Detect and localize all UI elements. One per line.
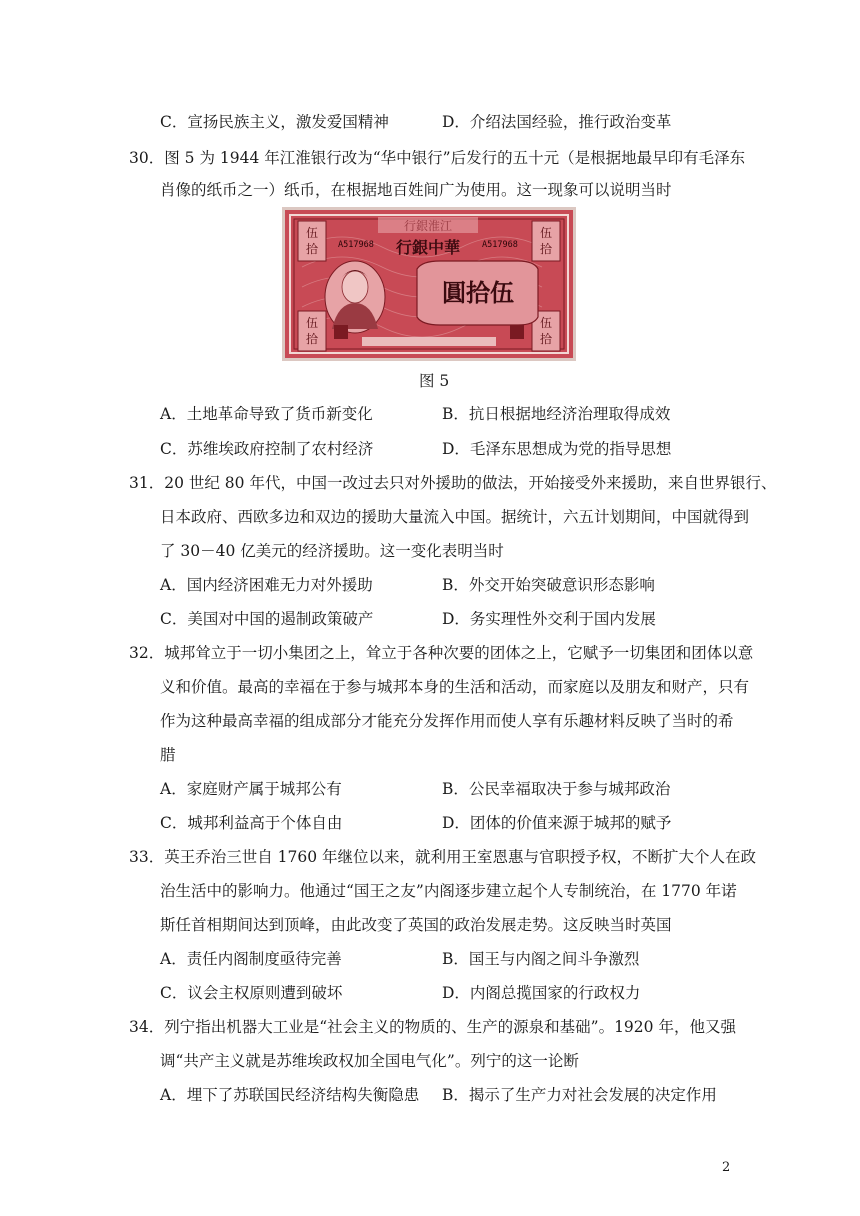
banknote-image <box>282 207 576 361</box>
q30-option-b: B．抗日根据地经济治理取得成效 <box>442 405 671 423</box>
corner-text-br-2: 拾 <box>539 332 553 346</box>
serial-right: A517968 <box>482 240 518 250</box>
q31-option-a: A．国内经济困难无力对外援助 <box>160 576 373 594</box>
q33-stem-line-2: 治生活中的影响力。他通过“国王之友”内阁逐步建立起个人专制统治，在 1770 年诺 <box>160 882 737 900</box>
q34-stem-line-2: 调“共产主义就是苏维埃政权加全国电气化”。列宁的这一论断 <box>160 1052 579 1070</box>
q31-stem-line-3: 了 30－40 亿美元的经济援助。这一变化表明当时 <box>160 542 504 560</box>
q33-option-b: B．国王与内阁之间斗争激烈 <box>442 950 640 968</box>
q33-option-d: D．内阁总揽国家的行政权力 <box>442 984 641 1002</box>
corner-text-br-1: 伍 <box>539 316 553 330</box>
corner-text-tl-1: 伍 <box>305 226 319 240</box>
q29-option-d: D．介绍法国经验，推行政治变革 <box>442 113 672 131</box>
corner-text-tr-1: 伍 <box>539 226 553 240</box>
banknote-svg <box>282 207 576 361</box>
q32-stem-line-4: 腊 <box>160 746 176 764</box>
q32-option-d: D．团体的价值来源于城邦的赋予 <box>442 814 672 832</box>
seal-left <box>334 325 348 339</box>
q34-stem-line-1: 34．列宁指出机器大工业是“社会主义的物质的、生产的源泉和基础”。1920 年，他又强 <box>129 1018 736 1036</box>
q34-option-b: B．揭示了生产力对社会发展的决定作用 <box>442 1086 717 1104</box>
q30-stem-line-1: 30．图 5 为 1944 年江淮银行改为“华中银行”后发行的五十元（是根据地最早印有毛泽东 <box>129 149 746 167</box>
q32-stem-line-1: 32．城邦耸立于一切小集团之上，耸立于各种次要的团体之上，它赋予一切集团和团体以意 <box>129 644 754 662</box>
q33-stem-line-3: 斯任首相期间达到顶峰，由此改变了英国的政治发展走势。这反映当时英国 <box>160 916 672 934</box>
q32-option-b: B．公民幸福取决于参与城邦政治 <box>442 780 671 798</box>
q33-option-c: C．议会主权原则遭到破坏 <box>160 984 343 1002</box>
q31-option-c: C．美国对中国的遏制政策破产 <box>160 610 374 628</box>
q31-option-d: D．务实理性外交利于国内发展 <box>442 610 656 628</box>
corner-text-bl-2: 拾 <box>305 332 319 346</box>
serial-left: A517968 <box>338 240 374 250</box>
bottom-strip <box>362 337 496 346</box>
denomination-text: 圓拾伍 <box>442 278 514 307</box>
q32-stem-line-3: 作为这种最高幸福的组成部分才能充分发挥作用而使人享有乐趣材料反映了当时的希 <box>160 712 734 730</box>
q34-option-a: A．埋下了苏联国民经济结构失衡隐患 <box>160 1086 420 1104</box>
q30-stem-line-2: 肖像的纸币之一）纸币，在根据地百姓间广为使用。这一现象可以说明当时 <box>160 181 672 199</box>
q31-option-b: B．外交开始突破意识形态影响 <box>442 576 655 594</box>
q31-stem-line-2: 日本政府、西欧多边和双边的援助大量流入中国。据统计，六五计划期间，中国就得到 <box>160 508 750 526</box>
q33-option-a: A．责任内阁制度亟待完善 <box>160 950 342 968</box>
q30-option-a: A．土地革命导致了货币新变化 <box>160 405 373 423</box>
q32-option-c: C．城邦利益高于个体自由 <box>160 814 343 832</box>
q32-option-a: A．家庭财产属于城邦公有 <box>160 780 342 798</box>
q29-option-c: C．宣扬民族主义，激发爱国精神 <box>160 113 389 131</box>
figure-caption: 图 5 <box>419 372 450 390</box>
corner-text-tr-2: 拾 <box>539 242 553 256</box>
q31-stem-line-1: 31．20 世纪 80 年代，中国一改过去只对外援助的做法，开始接受外来援助，来自世界银行、 <box>129 474 777 492</box>
q33-stem-line-1: 33．英王乔治三世自 1760 年继位以来，就利用王室恩惠与官职授予权，不断扩大个人在政 <box>129 848 757 866</box>
q30-option-d: D．毛泽东思想成为党的指导思想 <box>442 440 672 458</box>
overprint-text: 行銀淮江 <box>403 219 453 233</box>
q32-stem-line-2: 义和价值。最高的幸福在于参与城邦本身的生活和活动，而家庭以及朋友和财产，只有 <box>160 678 750 696</box>
page-number: 2 <box>722 1160 731 1175</box>
corner-text-bl-1: 伍 <box>305 316 319 330</box>
corner-text-tl-2: 拾 <box>305 242 319 256</box>
portrait-face <box>342 271 368 303</box>
bank-name-text: 行銀中華 <box>395 238 461 257</box>
q30-option-c: C．苏维埃政府控制了农村经济 <box>160 440 374 458</box>
seal-right <box>510 325 524 339</box>
